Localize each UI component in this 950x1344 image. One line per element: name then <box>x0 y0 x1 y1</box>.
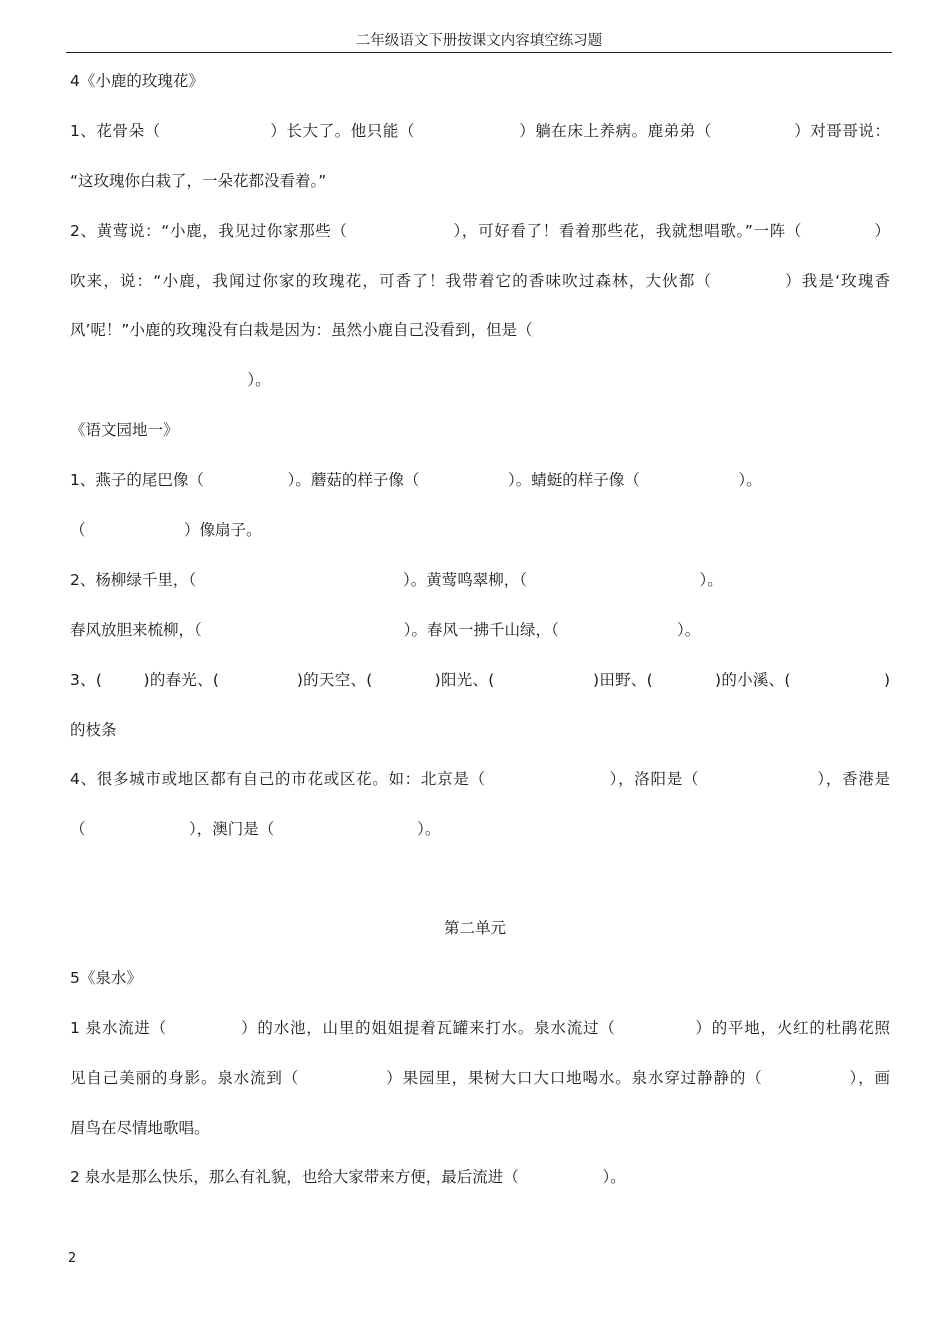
lesson4-q2-line2: 吹来，说：“小鹿，我闻过你家的玫瑰花，可香了！我带着它的香味吹过森林，大伙都（ ）我是‘玫瑰香 <box>70 272 890 290</box>
lesson4-q2-line4: ）。 <box>70 371 271 389</box>
header-title: 二年级语文下册按课文内容填空练习题 <box>355 33 603 49</box>
page-number: 2 <box>68 1251 77 1266</box>
yuandi-q4-line2: （ ），澳门是（ ）。 <box>70 820 441 838</box>
yuandi-q2-line2: 春风放胆来梳柳，（ ）。春风一拂千山绿，（ ）。 <box>70 621 701 639</box>
yuandi-q1-line2: （ ）像扇子。 <box>70 521 262 539</box>
lesson4-title: 4《小鹿的玫瑰花》 <box>70 72 204 90</box>
yuandi-q3-line2: 的枝条 <box>70 721 117 739</box>
lesson4-q2-line1: 2、黄莺说：“小鹿，我见过你家那些（ ），可好看了！看着那些花，我就想唱歌。”一阵（ ） <box>70 222 890 240</box>
yuandi-q1-line1: 1、燕子的尾巴像（ ）。蘑菇的样子像（ ）。蜻蜓的样子像（ ）。 <box>70 471 762 489</box>
yuandi-q4-line1: 4、很多城市或地区都有自己的市花或区花。如：北京是（ ），洛阳是（ ），香港是 <box>70 770 890 788</box>
lesson5-q1-line1: 1 泉水流进（ ）的水池，山里的姐姐提着瓦罐来打水。泉水流过（ ）的平地，火红的杜鹃花照 <box>70 1019 890 1037</box>
unit2-heading: 第二单元 <box>443 919 506 937</box>
lesson5-q1-line3: 眉鸟在尽情地歌唱。 <box>70 1119 210 1137</box>
page-header <box>66 30 892 53</box>
lesson5-q1-line2: 见自己美丽的身影。泉水流到（ ）果园里，果树大口大口地喝水。泉水穿过静静的（ ），画 <box>70 1069 890 1087</box>
yuwenyuandi-title: 《语文园地一》 <box>70 421 179 439</box>
yuandi-q2-line1: 2、杨柳绿千里，（ ）。黄莺鸣翠柳，（ ）。 <box>70 571 723 589</box>
yuandi-q3-line1: 3、( )的春光、( )的天空、( )阳光、( )田野、( )的小溪、( ) <box>70 671 890 689</box>
lesson4-q2-line3: 风’呢！”小鹿的玫瑰没有白栽是因为：虽然小鹿自己没看到，但是（ <box>70 321 533 339</box>
lesson4-q1-line1: 1、花骨朵（ ）长大了。他只能（ ）躺在床上养病。鹿弟弟（ ）对哥哥说： <box>70 122 890 140</box>
lesson4-q1-line2: “这玫瑰你白栽了，一朵花都没看着。” <box>70 172 327 190</box>
lesson5-q2-line1: 2 泉水是那么快乐，那么有礼貌，也给大家带来方便，最后流进（ ）。 <box>70 1168 626 1186</box>
lesson5-title: 5《泉水》 <box>70 969 142 987</box>
